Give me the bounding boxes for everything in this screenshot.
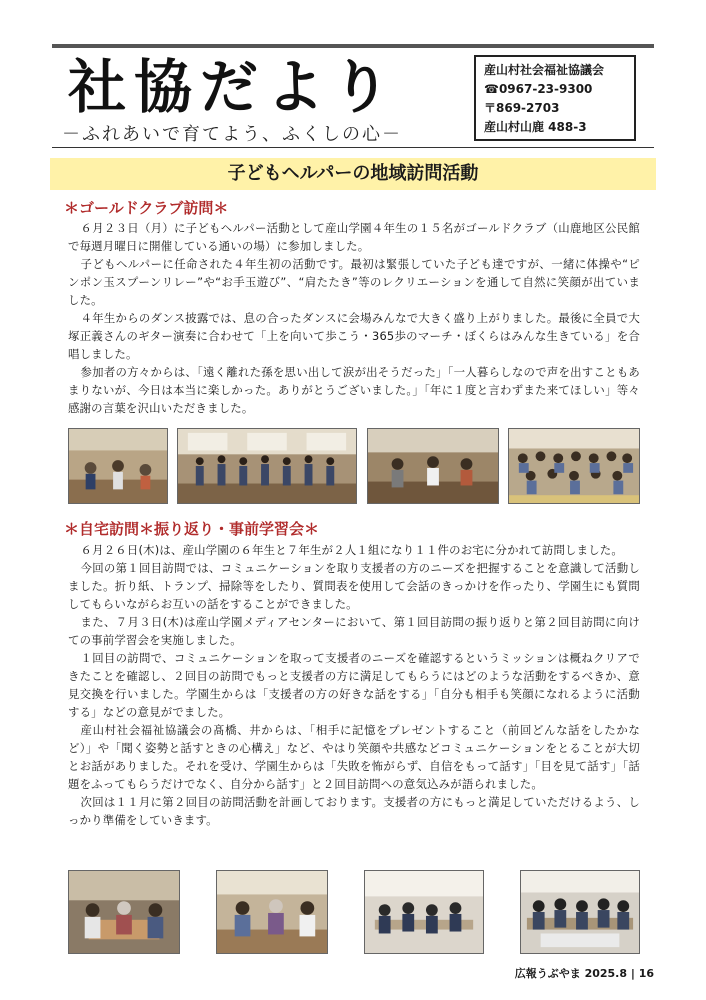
photo-group	[508, 428, 640, 504]
newsletter-title: 社協だより	[68, 53, 399, 121]
top-rule	[52, 44, 654, 48]
contact-postal: 〒869-2703	[484, 101, 560, 115]
photo-dance	[177, 428, 357, 504]
header-divider	[52, 147, 654, 148]
paragraph: １回目の訪問で、コミュニケーションを取って支援者のニーズを確認するというミッションは概ねクリアできたことを確認し、２回目の訪問でもっと支援者の方に満足してもらうにはどのような活動をするべきか、意見交換を行いました。学園生からは「支援者の方の好きな話をする」「自分も相手も笑顔になれるように活動する」などの意見がでました。	[68, 651, 640, 719]
paragraph: 子どもヘルパーに任命された４年生初の活動です。最初は緊張していた子ども達ですが、一緒に体操や“ピンポン玉スプーンリレー”や“お手玉遊び”、“肩たたき”等のレクリエーションを通して自然に笑顔が出ていました。	[68, 257, 640, 307]
photo-study-session-1	[364, 870, 484, 954]
paragraph: また、７月３日(木)は産山学園メディアセンターにおいて、第１回目訪問の振り返りと第２回目訪問に向けての事前学習会を実施しました。	[68, 615, 640, 647]
paragraph: ６月２６日(木)は、産山学園の６年生と７年生が２人１組になり１１件のお宅に分かれて訪問しました。	[80, 543, 623, 557]
paragraph: 次回は１１月に第２回目の訪問活動を計画しております。支援者の方にもっと満足していただけるよう、しっかり準備をしていきます。	[68, 795, 640, 827]
section-body-home-visit	[68, 541, 640, 829]
paragraph: 今回の第１回目訪問では、コミュニケーションを取り支援者の方のニーズを把握することを意識して活動しました。折り紙、トランプ、掃除等をしたり、質問表を使用して会話のきっかけを作ったり、学園生にも質問してもらいながらお互いの話をすることができました。	[68, 561, 640, 611]
photo-home-visit-2	[216, 870, 328, 954]
photo-guitar	[367, 428, 499, 504]
photo-row-gold-club	[68, 428, 640, 504]
section-heading-home-visit: ＊自宅訪問＊振り返り・事前学習会＊	[64, 520, 320, 538]
paragraph: ６月２３日（月）に子どもヘルパー活動として産山学園４年生の１５名がゴールドクラブ（山鹿地区公民館で毎週月曜日に開催している通いの場）に参加しました。	[68, 221, 640, 253]
section-heading-gold-club: ＊ゴールドクラブ訪問＊	[64, 199, 229, 217]
photo-study-session-2	[520, 870, 640, 954]
paragraph: ４年生からのダンス披露では、息の合ったダンスに会場みんなで大きく盛り上がりました。最後に全員で大塚正義さんのギター演奏に合わせて「上を向いて歩こう・365歩のマーチ・ぼくらはみんな生きている」を合唱しました。	[68, 311, 640, 361]
contact-phone: ☎0967-23-9300	[484, 82, 593, 96]
newsletter-subtitle: －ふれあいで育てよう、ふくしの心－	[62, 124, 402, 145]
paragraph: 産山村社会福祉協議会の髙橋、井からは、「相手に記憶をプレゼントすること（前回どんな話をしたかなど）」や「聞く姿勢と話すときの心構え」など、やはり笑顔や共感などコミュニケーションをとることが大切とお話がありました。それを受け、学園生からは「失敗を怖がらず、自信をもって話す」「目を見て話す」「話題をふってもらうだけでなく、自分から話す」と２回目訪問への意気込みが語られました。	[68, 723, 640, 791]
photo-row-home-visit	[68, 870, 640, 954]
contact-org: 産山村社会福祉協議会	[484, 63, 605, 77]
article-banner: 子どもヘルパーの地域訪問活動	[50, 158, 656, 190]
contact-box	[474, 55, 636, 141]
photo-home-visit-1	[68, 870, 180, 954]
paragraph: 参加者の方々からは、「遠く離れた孫を思い出して涙が出そうだった」「一人暮らしなので声を出すこともあまりないが、今日は本当に楽しかった。ありがとうございました。」「年に１度と言わずまた来てほしい」等々感謝の言葉を沢山いただきました。	[68, 365, 640, 415]
section-body-gold-club	[68, 219, 640, 417]
contact-address: 産山村山鹿 488-3	[484, 120, 587, 134]
photo-exercise	[68, 428, 168, 504]
page-footer: 広報うぶやま 2025.8 | 16	[514, 967, 654, 980]
